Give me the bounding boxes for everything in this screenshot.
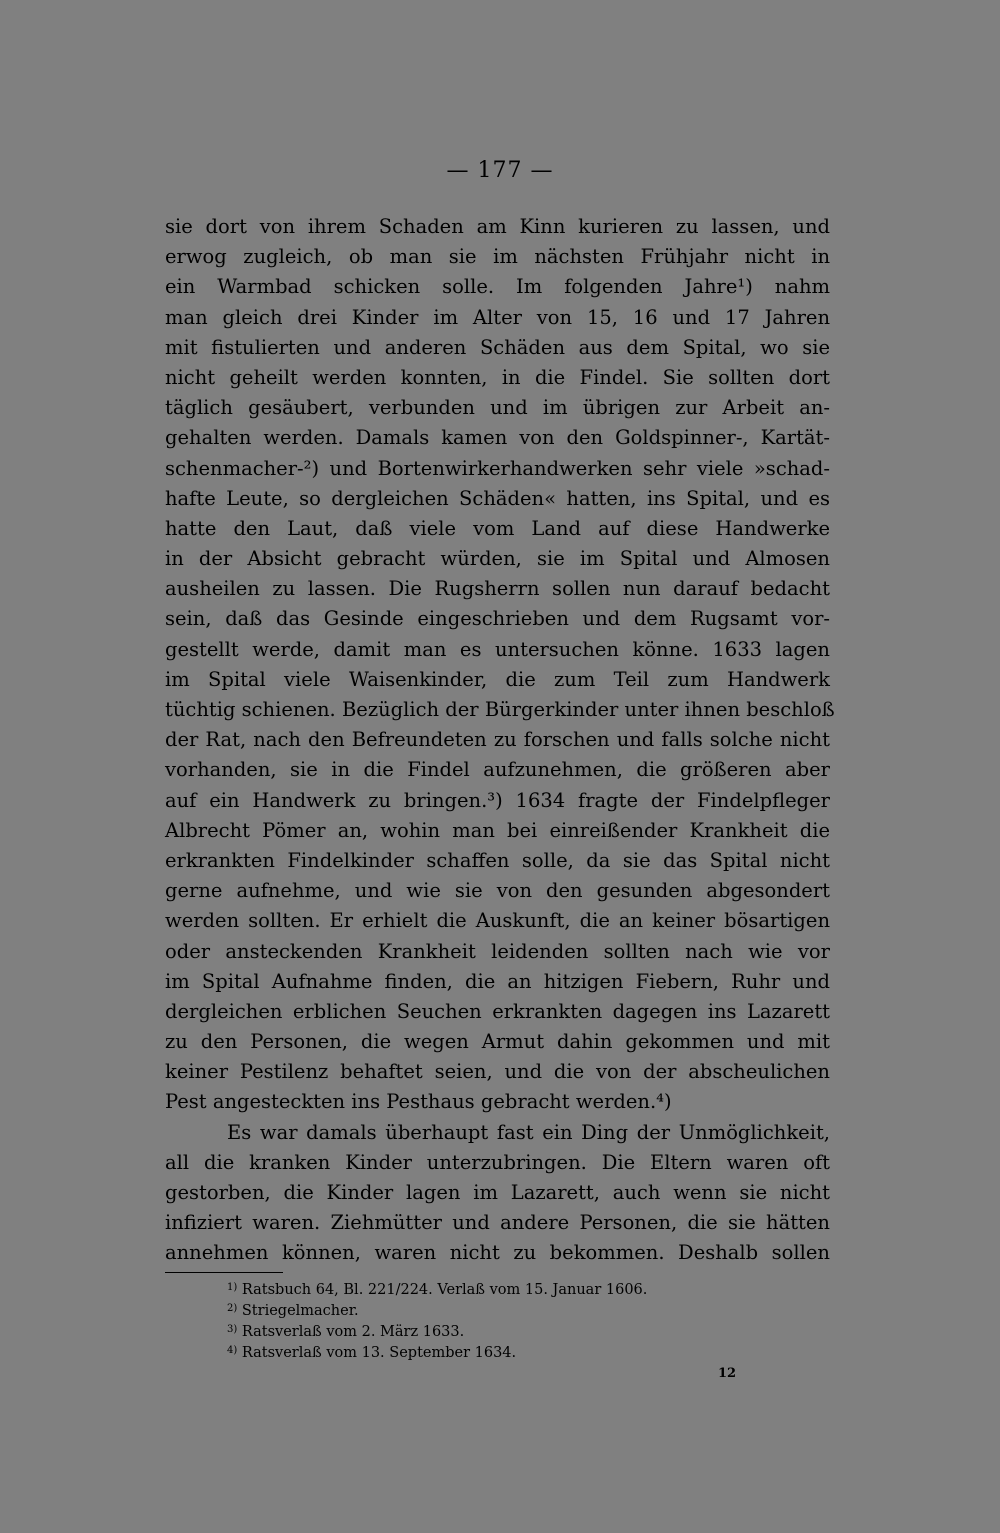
body-text — [165, 212, 835, 1269]
text-line: nicht geheilt werden konnten, in die Findel. Sie sollten dort — [165, 365, 830, 389]
footnote-text: Ratsverlaß vom 2. März 1633. — [241, 1324, 465, 1340]
text-line: gestorben, die Kinder lagen im Lazarett, auch wenn sie nicht — [165, 1181, 830, 1204]
text-line: sein, daß das Gesinde eingeschrieben und dem Rugsamt vor- — [165, 607, 830, 631]
text-line: ausheilen zu lassen. Die Rugsherrn sollen nun darauf bedacht — [165, 577, 830, 601]
text-line: schenmacher-²) und Bortenwirkerhandwerken sehr viele »schad- — [165, 456, 830, 480]
footnote-text: Ratsbuch 64, Bl. 221/224. Verlaß vom 15. Januar 1606. — [241, 1282, 648, 1298]
text-line: im Spital viele Waisenkinder, die zum Teil zum Handwerk — [165, 667, 830, 691]
text-line: oder ansteckenden Krankheit leidenden sollten nach wie vor — [165, 939, 830, 963]
text-line: infiziert waren. Ziehmütter und andere Personen, die sie hätten — [165, 1211, 830, 1235]
text-line: Albrecht Pömer an, wohin man bei einreißender Krankheit die — [165, 818, 830, 842]
text-line: in der Absicht gebracht würden, sie im Spital und Almosen — [165, 547, 830, 571]
footnote — [227, 1340, 787, 1361]
text-line: mit fistulierten und anderen Schäden aus dem Spital, wo sie — [165, 335, 830, 359]
text-line: all die kranken Kinder unterzubringen. Die Eltern waren oft — [165, 1150, 830, 1174]
text-line: täglich gesäubert, verbunden und im übrigen zur Arbeit an- — [165, 396, 830, 420]
text-line: zu den Personen, die wegen Armut dahin gekommen und mit — [165, 1030, 830, 1054]
footnote-mark: 1) — [227, 1282, 238, 1293]
footnote — [227, 1277, 787, 1298]
text-line: keiner Pestilenz behaftet seien, und die von der abscheulichen — [165, 1060, 830, 1084]
footnote-mark: 3) — [227, 1324, 238, 1335]
text-line: gestellt werde, damit man es untersuchen könne. 1633 lagen — [165, 637, 830, 661]
text-line: hatte den Laut, daß viele vom Land auf diese Handwerke — [165, 516, 830, 540]
footnotes — [227, 1277, 787, 1361]
text-line: Pest angesteckten ins Pesthaus gebracht werden.⁴) — [165, 1090, 672, 1114]
page-number: — 177 — — [446, 158, 554, 183]
text-line: erwog zugleich, ob man sie im nächsten Frühjahr nicht in — [165, 245, 830, 269]
text-line: gerne aufnehme, und wie sie von den gesunden abgesondert — [165, 879, 830, 903]
text-line: werden sollten. Er erhielt die Auskunft, die an keiner bösartigen — [165, 909, 830, 933]
text-line: tüchtig schienen. Bezüglich der Bürgerkinder unter ihnen beschloß — [165, 698, 835, 721]
text-line: vorhanden, sie in die Findel aufzunehmen, die größeren aber — [165, 758, 830, 782]
text-line: gehalten werden. Damals kamen von den Goldspinner-, Kartät- — [165, 426, 830, 450]
text-line: dergleichen erblichen Seuchen erkrankten dagegen ins Lazarett — [165, 999, 830, 1023]
footnote-text: Ratsverlaß vom 13. September 1634. — [241, 1345, 517, 1361]
text-line: im Spital Aufnahme finden, die an hitzigen Fiebern, Ruhr und — [165, 969, 830, 993]
text-line: sie dort von ihrem Schaden am Kinn kurieren zu lassen, und — [165, 215, 830, 238]
text-line: erkrankten Findelkinder schaffen solle, da sie das Spital nicht — [165, 848, 830, 872]
printer-signature: 12 — [718, 1366, 737, 1381]
footnote — [227, 1319, 787, 1340]
text-line: annehmen können, waren nicht zu bekommen. Deshalb sollen — [165, 1241, 830, 1265]
footnote-divider — [165, 1272, 283, 1273]
footnote-text: Striegelmacher. — [241, 1303, 359, 1319]
text-line: der Rat, nach den Befreundeten zu forschen und falls solche nicht — [165, 728, 830, 752]
text-line: auf ein Handwerk zu bringen.³) 1634 fragte der Findelpfleger — [165, 788, 830, 812]
footnote-mark: 4) — [227, 1345, 238, 1356]
text-line: hafte Leute, so dergleichen Schäden« hatten, ins Spital, und es — [165, 486, 830, 510]
text-line: Es war damals überhaupt fast ein Ding der Unmöglichkeit, — [227, 1120, 830, 1144]
text-line: ein Warmbad schicken solle. Im folgenden Jahre¹) nahm — [165, 275, 830, 299]
footnote-mark: 2) — [227, 1303, 238, 1314]
footnote — [227, 1298, 787, 1319]
text-line: man gleich drei Kinder im Alter von 15, 16 und 17 Jahren — [165, 305, 830, 329]
